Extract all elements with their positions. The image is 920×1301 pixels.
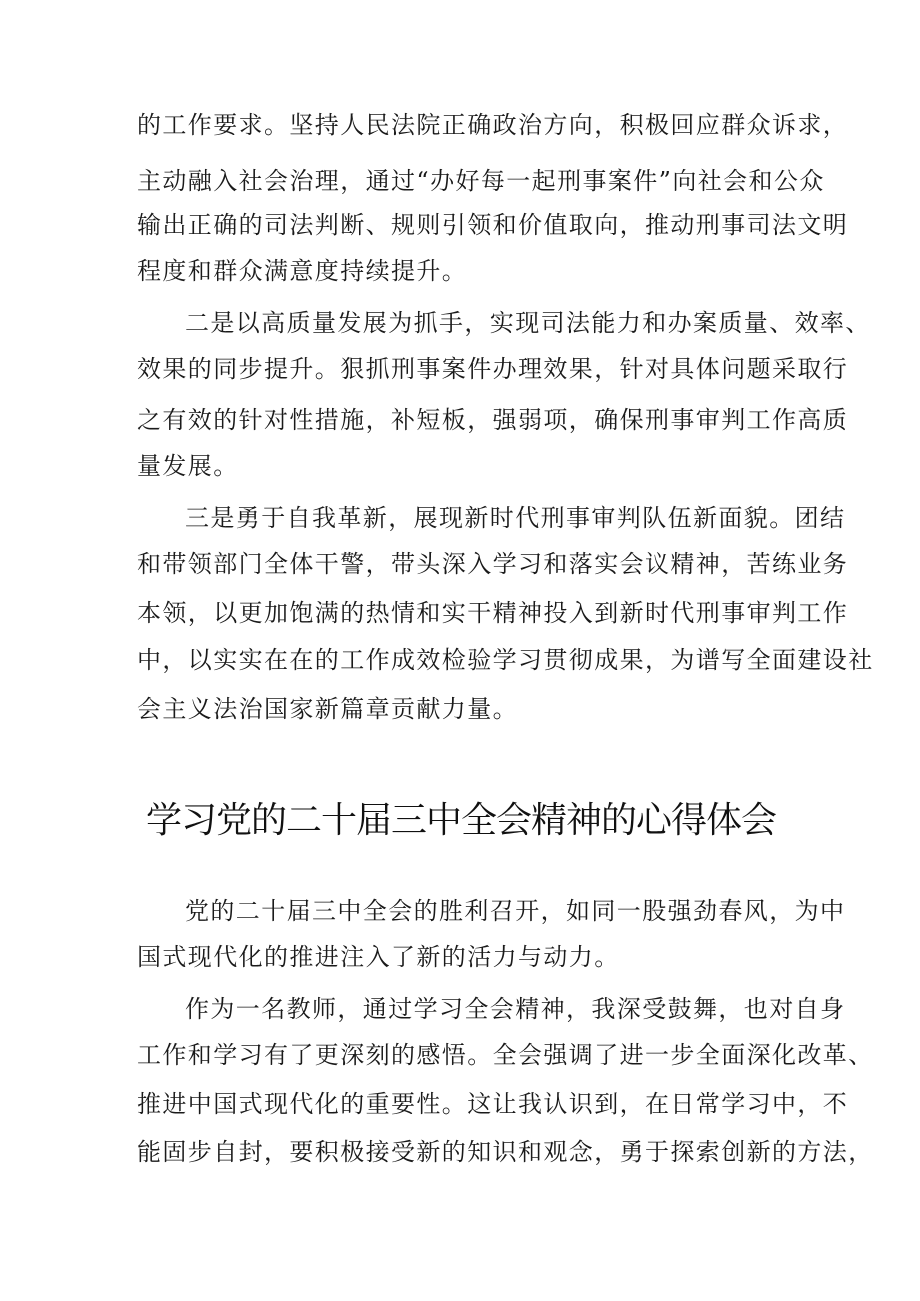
paragraph-line: 工作和学习有了更深刻的感悟。全会强调了进一步全面深化改革、 — [137, 1041, 874, 1069]
paragraph-line: 二是以高质量发展为抓手，实现司法能力和办案质量、效率、 — [185, 309, 871, 337]
paragraph-line: 三是勇于自我革新，展现新时代刑事审判队伍新面貌。团结 — [185, 504, 846, 532]
paragraph-line: 量发展。 — [137, 452, 239, 480]
paragraph-line: 中，以实实在在的工作成效检验学习贯彻成果，为谱写全面建设社 — [137, 646, 874, 674]
paragraph-line: 党的二十届三中全会的胜利召开，如同一股强劲春风，为中 — [185, 897, 846, 925]
paragraph-line: 会主义法治国家新篇章贡献力量。 — [137, 695, 518, 723]
paragraph-line: 主动融入社会治理，通过“办好每一起刑事案件”向社会和公众 — [137, 167, 825, 195]
paragraph-line: 程度和群众满意度持续提升。 — [137, 257, 468, 285]
paragraph-line: 的工作要求。坚持人民法院正确政治方向，积极回应群众诉求， — [137, 111, 849, 139]
paragraph-line: 之有效的针对性措施，补短板，强弱项，确保刑事审判工作高质 — [137, 406, 849, 434]
article-title: 学习党的二十届三中全会精神的心得体会 — [146, 800, 777, 841]
paragraph-line: 作为一名教师，通过学习全会精神，我深受鼓舞，也对自身 — [185, 995, 846, 1023]
paragraph-line: 输出正确的司法判断、规则引领和价值取向，推动刑事司法文明 — [137, 211, 849, 239]
paragraph-line: 能固步自封，要积极接受新的知识和观念，勇于探索创新的方法， — [137, 1138, 874, 1166]
paragraph-line: 推进中国式现代化的重要性。这让我认识到，在日常学习中，不 — [137, 1090, 849, 1118]
paragraph-line: 效果的同步提升。狠抓刑事案件办理效果，针对具体问题采取行 — [137, 355, 849, 383]
paragraph-line: 和带领部门全体干警，带头深入学习和落实会议精神，苦练业务 — [137, 550, 849, 578]
paragraph-line: 本领，以更加饱满的热情和实干精神投入到新时代刑事审判工作 — [137, 599, 849, 627]
paragraph-line: 国式现代化的推进注入了新的活力与动力。 — [137, 943, 620, 971]
